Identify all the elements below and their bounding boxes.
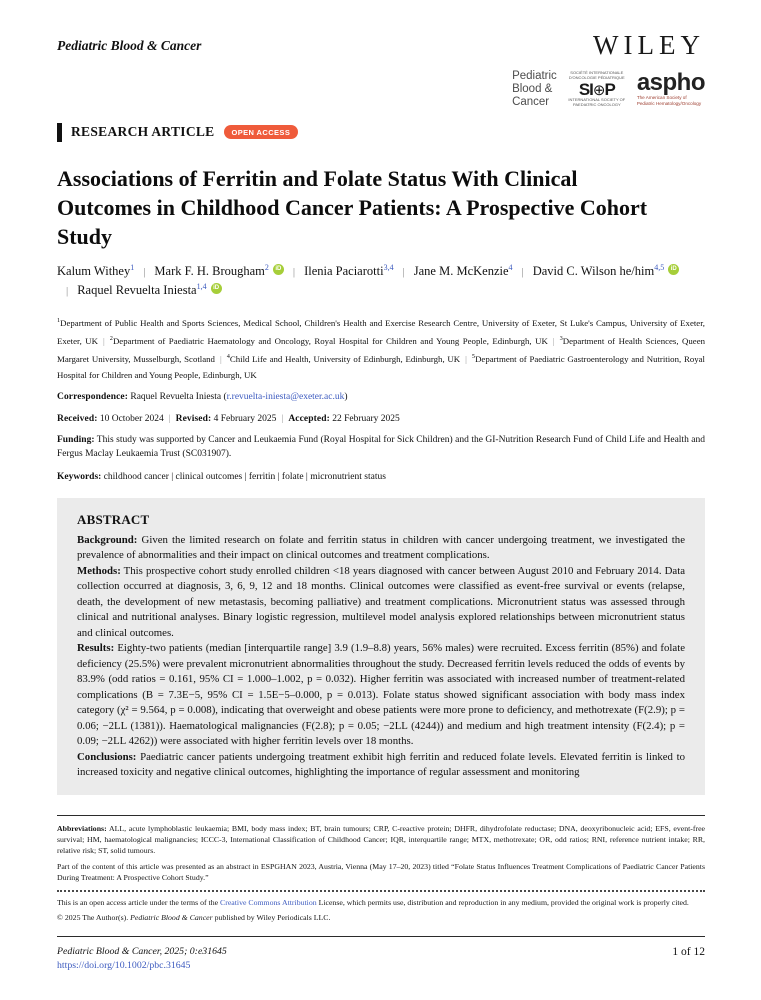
presentation-note: Part of the content of this article was presented as an abstract in ESPGHAN 2023, Austria, Vienna (May 17–20, 2023) titled “Folate Status Influences Treatment Complications of Paediatric Cancer Patients During Treatment: A Prospective Cohort Study.” bbox=[57, 862, 705, 883]
author-name: Raquel Revuelta Iniesta bbox=[77, 283, 197, 298]
author bbox=[414, 264, 513, 278]
affiliation-list bbox=[57, 313, 705, 383]
author-name: Kalum Withey bbox=[57, 263, 131, 278]
author-name: Mark F. H. Brougham bbox=[154, 263, 265, 278]
date-label: Received: bbox=[57, 413, 98, 424]
dotted-divider bbox=[57, 890, 705, 892]
funding-line: Funding: This study was supported by Cancer and Leukaemia Fund (Royal Hospital for Sick Children) and the GI-Nutrition Research Fund of Child Life and Health and Fergus Maclay Leukaemia Trust (SC031907). bbox=[57, 435, 705, 459]
date-item: Accepted: 22 February 2025 bbox=[288, 413, 400, 424]
author-affiliation-sup: 1,4 bbox=[196, 281, 207, 291]
affiliation bbox=[227, 354, 460, 364]
affiliation-text: Department of Paediatric Gastroenterology and Nutrition, Royal Hospital for Children and Young People, Edinburgh, UK bbox=[57, 354, 705, 380]
orcid-icon[interactable]: iD bbox=[273, 264, 284, 275]
abstract-paragraph: Conclusions: Paediatric cancer patients undergoing treatment exhibit high ferritin and reduced folate levels. Elevated ferritin is linked to increased toxicity and negative clinical outcomes, highlighting the importance of regular assessment and monitoring bbox=[77, 750, 685, 779]
affiliation-text: Child Life and Health, University of Edinburgh, Edinburgh, UK bbox=[229, 354, 461, 365]
abstract-paragraph: Methods: This prospective cohort study enrolled children <18 years diagnosed with cancer between August 2010 and February 2014. Data collection occurred at diagnosis, 3, 6, 9, 12 and 18 months. Clinical outcomes were classified as event-free survival or events (relapse, death, the development of new metastasis, becoming palliative) and treatment complications. Micronutrient status was assessed through clinical and nutritional analyses. Binary logistic regression, multilevel model analysis explored relationships between micronutrient status and clinical outcomes. bbox=[77, 564, 685, 639]
abstract-paragraph: Results: Eighty-two patients (median [interquartile range] 3.9 (1.9–8.8) years, 56% males) were recruited. Excess ferritin (85%) and folate deficiency (25.5%) were prevalent micronutrient abnormalities throughout the study. Decreased ferritin levels reduced the odds of events by 83.9% (odd ratios = 0.161, 95% CI = 1.000–1.002, p = 0.032). Higher ferritin was associated with increased number of treatment-related complications (B = 7.3E−5, 95% CI = 1.5E−5–0.000, p = 0.013). Folate status showed significant association with body mass index category (χ² = 9.564, p = 0.008), indicating that overweight and obese patients were more prone to deficiency, and methotrexate (F(2.9); p = 0.06; −2LL (1381)). Haematological malignancies (F(2.8); p = 0.05; −2LL (4244)) and medium and high treatment intensity (F(2.4); p = 0.09; −2LL 4262)) were associated with higher ferritin levels over 18 months. bbox=[77, 642, 685, 748]
correspondence-email-link[interactable]: r.revuelta-iniesta@exeter.ac.uk bbox=[226, 392, 345, 403]
date-item: Received: 10 October 2024 bbox=[57, 413, 164, 424]
author-separator: | bbox=[66, 285, 69, 298]
author-separator: | bbox=[402, 265, 405, 278]
author-name: Ilenia Paciarotti bbox=[304, 263, 384, 278]
journal-cover-logo: Pediatric Blood & Cancer bbox=[512, 70, 557, 108]
author-separator: | bbox=[292, 265, 296, 278]
author-affiliation-sup: 4,5 bbox=[654, 262, 665, 272]
page-footer bbox=[57, 946, 705, 971]
page-number: 1 of 12 bbox=[672, 946, 705, 959]
open-access-statement: This is an open access article under the terms of the Creative Commons Attribution License, which permits use, distribution and reproduction in any medium, provided the original work is properly cited. bbox=[57, 897, 689, 907]
author-name: David C. Wilson he/him bbox=[532, 263, 655, 278]
author bbox=[533, 264, 679, 278]
affiliation bbox=[110, 336, 548, 346]
affiliation-sup: 5 bbox=[471, 353, 476, 361]
abstract-paragraph: Background: Given the limited research on folate and ferritin status in children with cancer undergoing treatment, we investigated the prevalence of abnormalities and their impact on clinical outcomes and treatment complications. bbox=[77, 533, 685, 562]
keywords-line: Keywords: childhood cancer | clinical outcomes | ferritin | folate | micronutrient status bbox=[57, 471, 386, 482]
logo-row bbox=[512, 70, 705, 109]
abbreviations-divider bbox=[57, 815, 705, 816]
abbreviations: Abbreviations: ALL, acute lymphoblastic leukaemia; BMI, body mass index; BT, brain tumours; CRP, C-reactive protein; DHFR, dihydrofolate reductase; DNA, deoxyribonucleic acid; EFS, event-free survival; HM, haematological malignancies; ICCC-3, International Classification of Childhood Cancer; IQR, interquartile range; MTX, methotrexate; OR, odd ratios; RNI, reference nutrient intake; RR, relative risk; ST, solid tumours. bbox=[57, 823, 705, 856]
author-separator: | bbox=[143, 265, 146, 278]
author bbox=[57, 264, 134, 278]
running-head: Pediatric Blood & Cancer bbox=[57, 38, 202, 53]
footer-citation: Pediatric Blood & Cancer, 2025; 0:e31645 bbox=[57, 946, 227, 958]
article-type-label: RESEARCH ARTICLE bbox=[71, 124, 215, 140]
page-header bbox=[57, 30, 705, 109]
author-name: Jane M. McKenzie bbox=[413, 263, 509, 278]
date-separator: | bbox=[281, 413, 284, 424]
affiliation-sup: 2 bbox=[109, 334, 113, 342]
affiliation-separator: | bbox=[552, 335, 555, 346]
wiley-logo: WILEY bbox=[593, 30, 705, 60]
type-bar bbox=[57, 123, 62, 142]
date-item: Revised: 4 February 2025 bbox=[175, 413, 277, 424]
affiliation-separator: | bbox=[219, 354, 222, 365]
author bbox=[154, 264, 283, 278]
author-affiliation-sup: 1 bbox=[130, 262, 135, 272]
article-type-row bbox=[57, 123, 705, 142]
affiliation-text: Department of Public Health and Sports Sciences, Medical School, Children's Health and Exercise Research Centre, University of Exeter, St Luke's Campus, University of Exeter, Exeter, UK bbox=[57, 317, 705, 346]
correspondence-line: Correspondence: Raquel Revuelta Iniesta (r.revuelta-iniesta@exeter.ac.uk) bbox=[57, 392, 348, 403]
siop-logo: SOCIÉTÉ INTERNATIONALE D'ONCOLOGIE PÉDIATRIQUE SI⊕P INTERNATIONAL SOCIETY OF PAEDIATRIC ONCOLOGY bbox=[568, 70, 626, 107]
article-title: Associations of Ferritin and Folate Status With Clinical Outcomes in Childhood Cancer Patients: A Prospective Cohort Study bbox=[57, 165, 648, 249]
date-label: Accepted: bbox=[288, 413, 330, 424]
abstract-section-label: Conclusions: bbox=[77, 750, 137, 763]
copyright-line: © 2025 The Author(s). Pediatric Blood & Cancer published by Wiley Periodicals LLC. bbox=[57, 912, 331, 922]
author-affiliation-sup: 3,4 bbox=[383, 262, 394, 272]
footer-divider bbox=[57, 936, 705, 937]
globe-icon: ⊕ bbox=[592, 81, 605, 99]
abstract-section-label: Methods: bbox=[77, 564, 121, 577]
date-separator: | bbox=[168, 413, 171, 424]
affiliation-text: Department of Paediatric Haematology and Oncology, Royal Hospital for Children and Young People, Edinburgh, UK bbox=[112, 335, 548, 346]
date-label: Revised: bbox=[175, 413, 212, 424]
open-access-badge[interactable]: OPEN ACCESS bbox=[224, 125, 299, 139]
author-separator: | bbox=[521, 265, 524, 278]
abstract-section-label: Results: bbox=[77, 642, 115, 655]
abstract-section-label: Background: bbox=[77, 533, 138, 546]
author bbox=[304, 264, 393, 278]
affiliation-sup: 3 bbox=[559, 334, 563, 342]
affiliation-text: Department of Health Sciences, Queen Margaret University, Musselburgh, Scotland bbox=[57, 335, 705, 365]
orcid-icon[interactable]: iD bbox=[668, 264, 679, 275]
author bbox=[77, 283, 221, 297]
doi-link: https://doi.org/10.1002/pbc.31645 bbox=[57, 960, 191, 972]
aspho-logo: aspho The American Society of Pediatric Hematology/Oncology bbox=[636, 68, 705, 107]
author-affiliation-sup: 2 bbox=[264, 262, 269, 272]
creative-commons-link[interactable]: Creative Commons Attribution bbox=[220, 897, 317, 907]
affiliation-sup: 1 bbox=[57, 316, 61, 324]
abstract-body bbox=[77, 533, 685, 781]
author-affiliation-sup: 4 bbox=[508, 262, 513, 272]
abstract-heading: ABSTRACT bbox=[77, 511, 150, 527]
affiliation-separator: | bbox=[103, 335, 105, 346]
abstract-box bbox=[57, 498, 705, 795]
affiliation-separator: | bbox=[465, 354, 467, 365]
dates-line bbox=[57, 413, 705, 427]
author-list bbox=[57, 262, 705, 301]
orcid-icon[interactable]: iD bbox=[211, 283, 222, 294]
branding-block bbox=[512, 30, 705, 109]
affiliation-sup: 4 bbox=[226, 353, 230, 361]
